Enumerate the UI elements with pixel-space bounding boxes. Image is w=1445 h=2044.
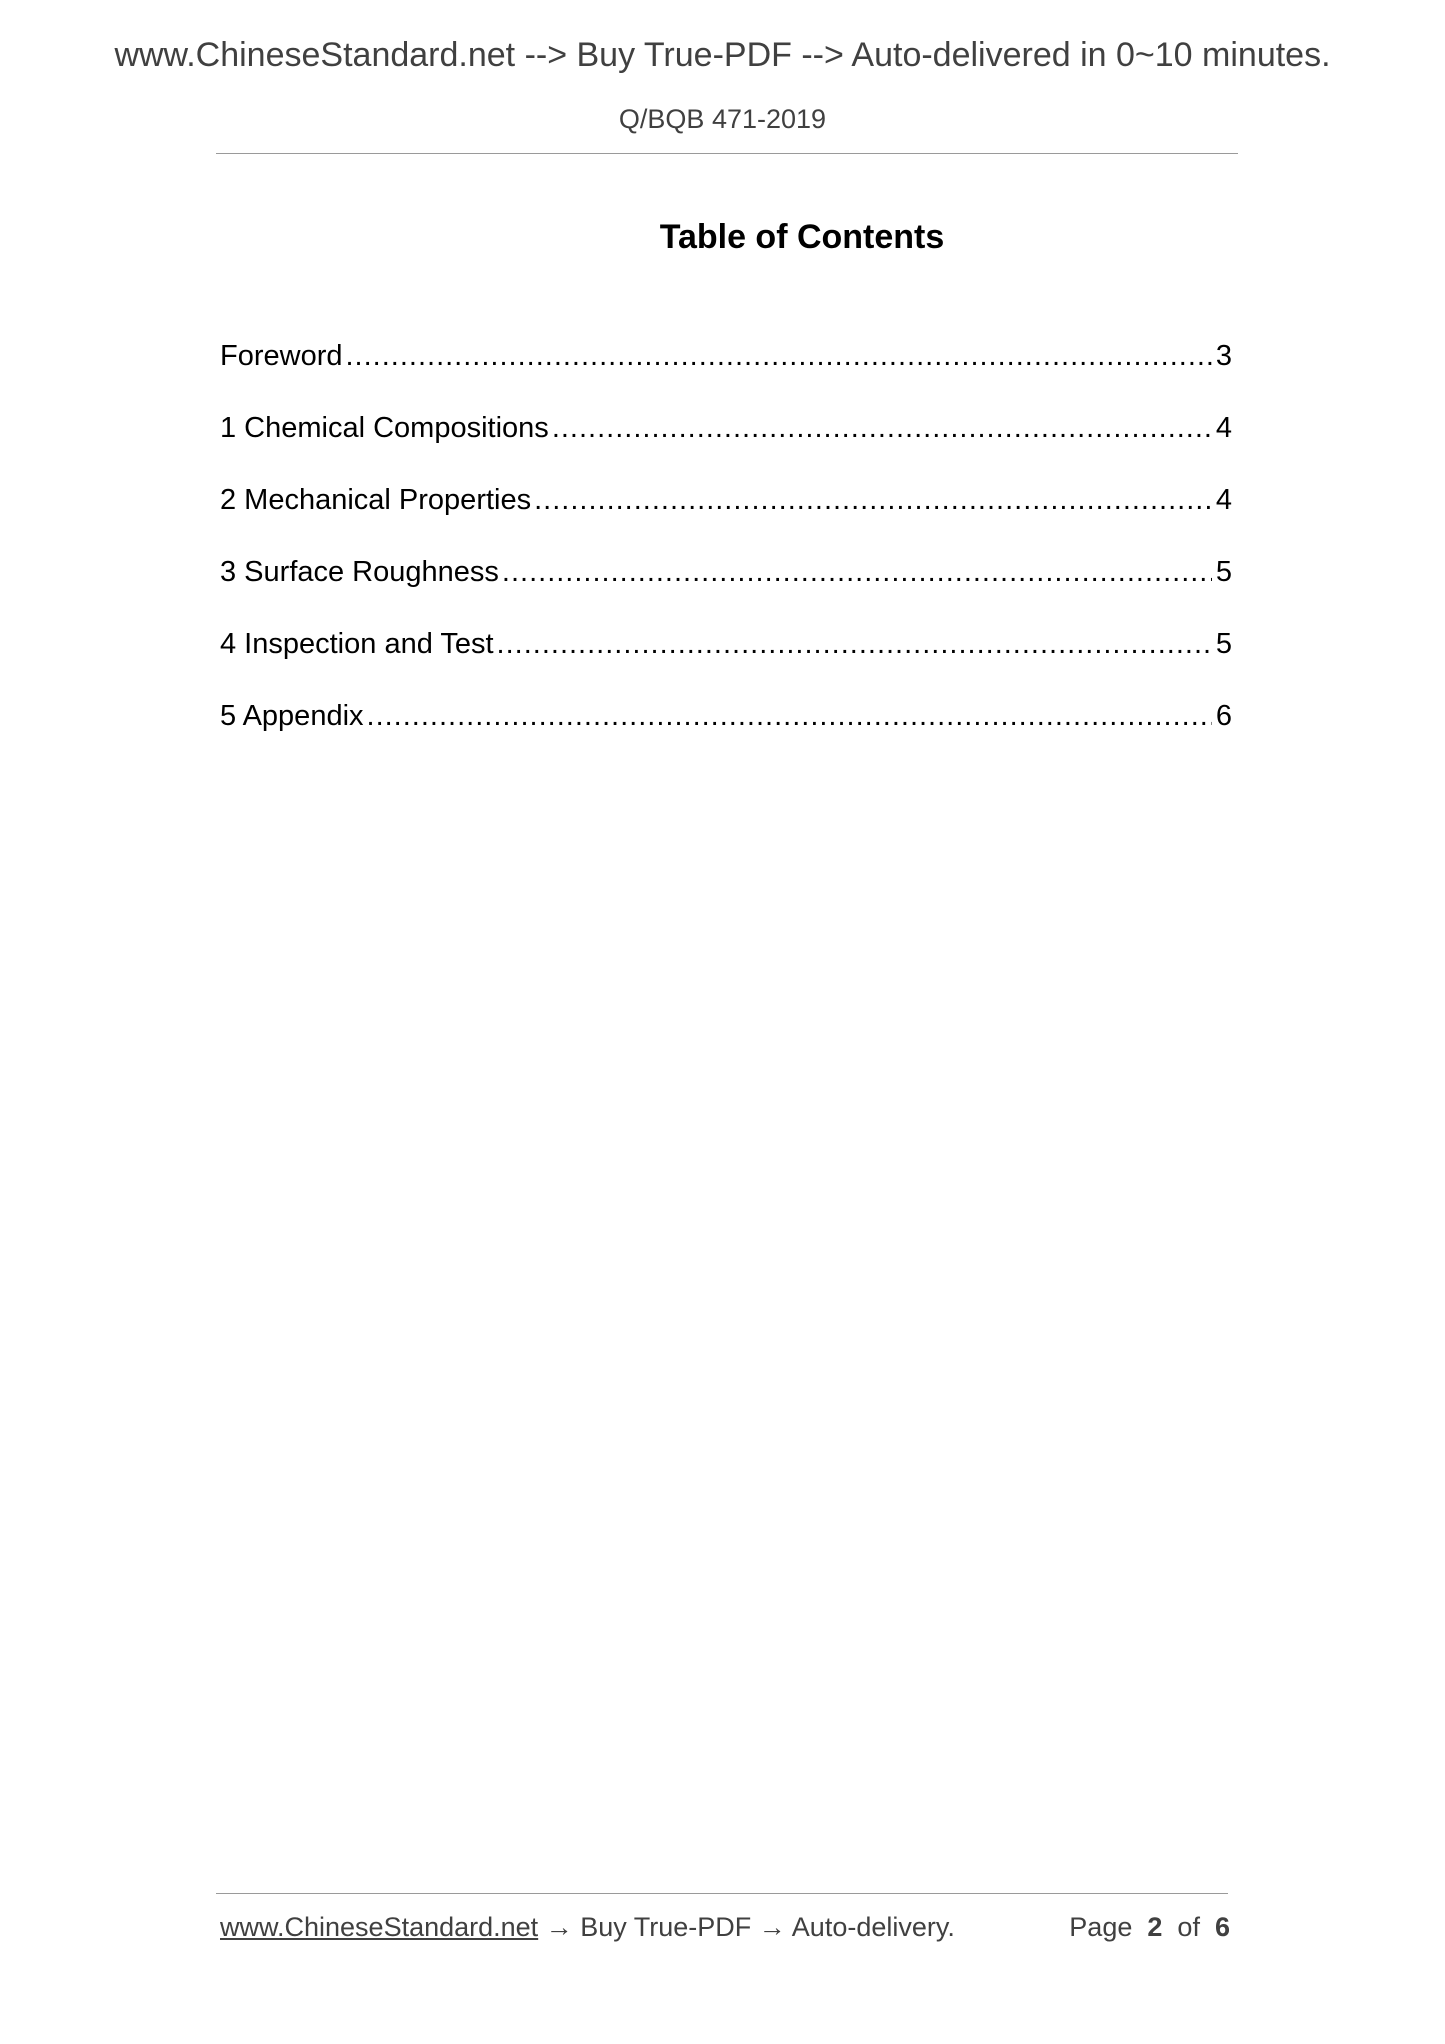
footer-site-link[interactable]: www.ChineseStandard.net xyxy=(220,1912,539,1942)
toc-entry-page: 5 xyxy=(1215,556,1232,588)
toc-entry-chemical-compositions[interactable] xyxy=(220,410,1232,482)
toc-dot-leader xyxy=(552,410,1212,446)
toc-dot-leader xyxy=(346,338,1212,374)
of-word: of xyxy=(1177,1912,1200,1942)
arrow-right-icon: → xyxy=(758,1912,786,1942)
toc-dot-leader xyxy=(367,698,1212,734)
toc-entry-foreword[interactable] xyxy=(220,338,1232,410)
toc-entry-surface-roughness[interactable] xyxy=(220,554,1232,626)
arrow-right-icon: → xyxy=(545,1912,573,1942)
toc-entry-page: 5 xyxy=(1215,628,1232,660)
toc-entry-mechanical-properties[interactable] xyxy=(220,482,1232,554)
page-word: Page xyxy=(1069,1912,1133,1942)
document-code: Q/BQB 471-2019 xyxy=(618,104,827,134)
toc-entry-label: 1 Chemical Compositions xyxy=(220,412,549,444)
toc-entry-label: 3 Surface Roughness xyxy=(220,556,499,588)
site-banner[interactable]: www.ChineseStandard.net --> Buy True-PDF --> Auto-delivered in 0~10 minutes. xyxy=(114,36,1331,74)
footer-divider xyxy=(216,1893,1228,1894)
toc-entry-page: 3 xyxy=(1215,340,1232,372)
toc-dot-leader xyxy=(497,626,1212,662)
header-divider xyxy=(216,153,1238,154)
toc-dot-leader xyxy=(534,482,1212,518)
page-footer xyxy=(220,1912,1230,1952)
footer-buy-text: Buy True-PDF xyxy=(580,1912,752,1942)
toc-list xyxy=(220,338,1232,770)
toc-entry-page: 4 xyxy=(1215,484,1232,516)
current-page: 2 xyxy=(1147,1912,1163,1942)
toc-entry-page: 4 xyxy=(1215,412,1232,444)
toc-entry-label: 2 Mechanical Properties xyxy=(220,484,532,516)
toc-entry-label: 4 Inspection and Test xyxy=(220,628,494,660)
toc-entry-label: Foreword xyxy=(220,340,343,372)
toc-entry-inspection-and-test[interactable] xyxy=(220,626,1232,698)
toc-entry-page: 6 xyxy=(1215,700,1232,732)
toc-dot-leader xyxy=(502,554,1212,590)
toc-title: Table of Contents xyxy=(659,218,945,256)
footer-promo xyxy=(220,1912,955,1943)
toc-entry-label: 5 Appendix xyxy=(220,700,364,732)
total-pages: 6 xyxy=(1214,1912,1230,1942)
footer-delivery-text: Auto-delivery. xyxy=(791,1912,955,1942)
page-number xyxy=(1069,1912,1230,1943)
toc-entry-appendix[interactable] xyxy=(220,698,1232,770)
